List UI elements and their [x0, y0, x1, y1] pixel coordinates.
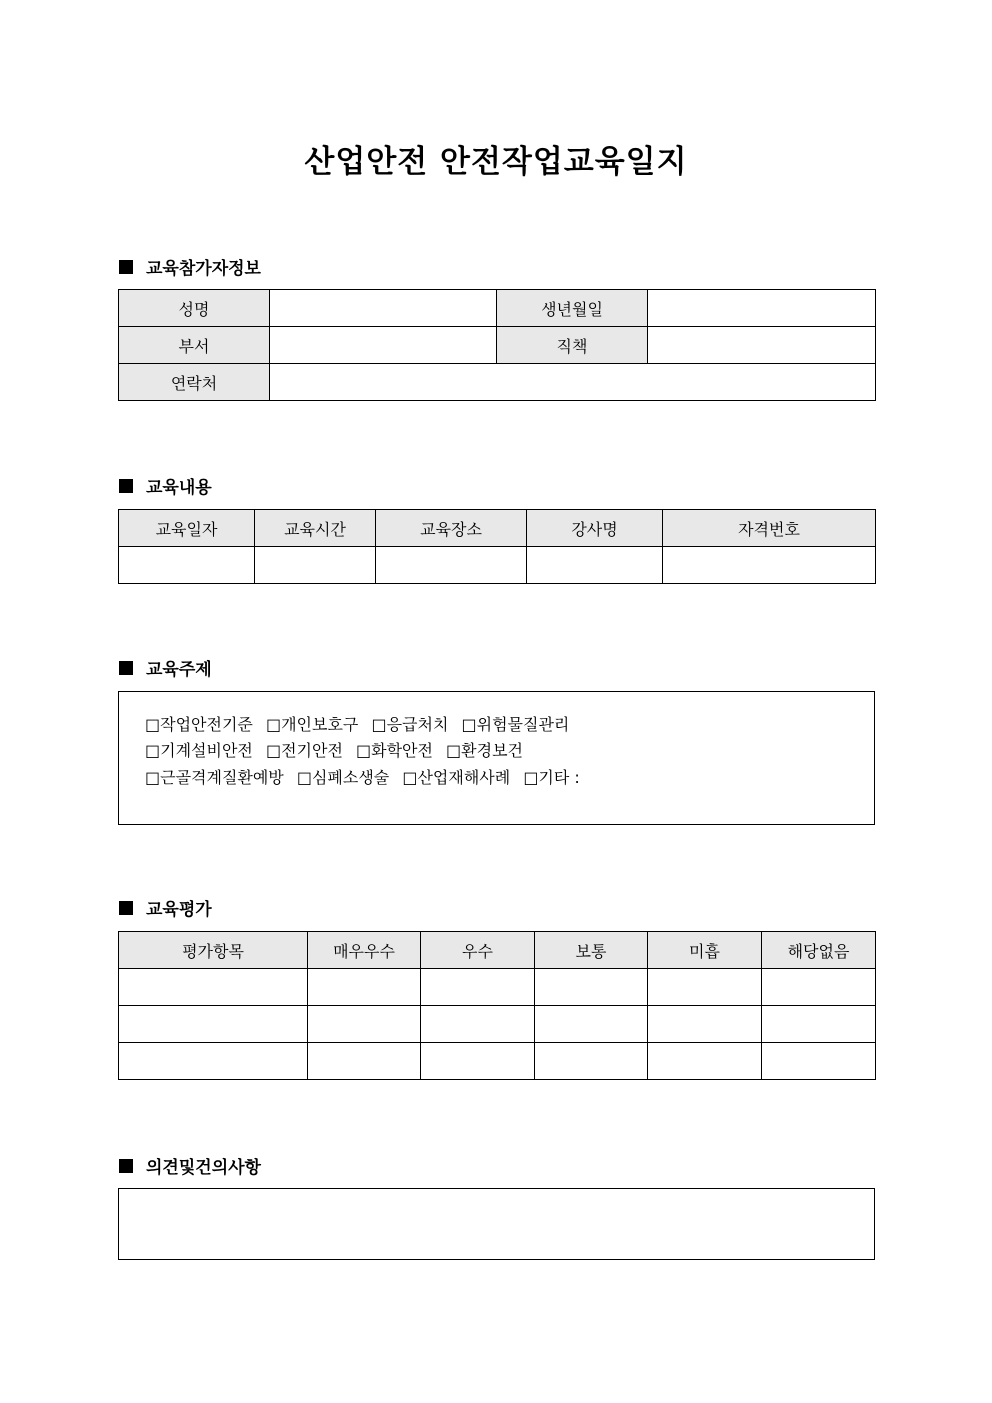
evaluation-cell[interactable]	[421, 1006, 535, 1043]
topic-checkbox[interactable]: □심폐소생술	[296, 768, 390, 787]
evaluation-cell[interactable]	[535, 969, 648, 1006]
column-header: 자격번호	[663, 510, 876, 547]
column-header: 평가항목	[119, 932, 308, 969]
time-field[interactable]	[255, 547, 376, 584]
topics-box	[118, 691, 875, 825]
table-row	[119, 969, 876, 1006]
table-row	[119, 547, 876, 584]
evaluation-cell[interactable]	[535, 1043, 648, 1080]
square-bullet-icon	[119, 1159, 133, 1173]
square-bullet-icon	[119, 479, 133, 493]
license-field[interactable]	[663, 547, 876, 584]
column-header: 우수	[421, 932, 535, 969]
column-header: 보통	[535, 932, 648, 969]
topic-checkbox[interactable]: □근골격계질환예방	[145, 768, 284, 787]
content-section-heading	[119, 473, 212, 498]
evaluation-cell[interactable]	[119, 969, 308, 1006]
table-row	[119, 364, 876, 401]
square-bullet-icon	[119, 260, 133, 274]
position-field[interactable]	[648, 327, 876, 364]
table-row	[119, 290, 876, 327]
topic-checkbox[interactable]: □위험물질관리	[461, 715, 570, 734]
topic-checkbox[interactable]: □기타 :	[523, 768, 580, 787]
table-header-row	[119, 510, 876, 547]
evaluation-heading-label: 교육평가	[146, 900, 212, 920]
topic-checkbox[interactable]: □전기안전	[265, 741, 343, 760]
evaluation-cell[interactable]	[762, 1043, 876, 1080]
topics-heading-label: 교육주제	[146, 660, 212, 680]
topic-checkbox[interactable]: □작업안전기준	[145, 715, 253, 734]
content-table	[118, 509, 876, 584]
table-row	[119, 327, 876, 364]
contact-field[interactable]	[270, 364, 876, 401]
column-header: 교육시간	[255, 510, 376, 547]
birth-label: 생년월일	[497, 290, 648, 327]
evaluation-cell[interactable]	[308, 1043, 421, 1080]
topic-line	[145, 712, 577, 735]
evaluation-cell[interactable]	[421, 1043, 535, 1080]
evaluation-cell[interactable]	[421, 969, 535, 1006]
column-header: 미흡	[648, 932, 762, 969]
contact-label: 연락처	[119, 364, 270, 401]
content-heading-label: 교육내용	[146, 478, 212, 498]
birth-field[interactable]	[648, 290, 876, 327]
name-label: 성명	[119, 290, 270, 327]
topic-line	[145, 738, 531, 761]
name-field[interactable]	[270, 290, 497, 327]
topic-checkbox[interactable]: □기계설비안전	[145, 741, 253, 760]
topic-checkbox[interactable]: □환경보건	[446, 741, 523, 760]
evaluation-cell[interactable]	[648, 1006, 762, 1043]
instructor-field[interactable]	[527, 547, 663, 584]
topic-checkbox[interactable]: □응급처치	[371, 715, 449, 734]
opinion-heading-label: 의견및건의사항	[146, 1158, 261, 1178]
evaluation-cell[interactable]	[762, 969, 876, 1006]
column-header: 강사명	[527, 510, 663, 547]
column-header: 교육장소	[376, 510, 527, 547]
evaluation-section-heading	[119, 895, 212, 920]
column-header: 매우우수	[308, 932, 421, 969]
column-header: 해당없음	[762, 932, 876, 969]
evaluation-cell[interactable]	[119, 1043, 308, 1080]
evaluation-cell[interactable]	[119, 1006, 308, 1043]
participant-section-heading	[119, 254, 261, 279]
evaluation-table	[118, 931, 876, 1080]
participant-table	[118, 289, 876, 401]
table-row	[119, 1043, 876, 1080]
opinion-field[interactable]	[118, 1188, 875, 1260]
dept-field[interactable]	[270, 327, 497, 364]
topic-checkbox[interactable]: □화학안전	[356, 741, 433, 760]
table-row	[119, 1006, 876, 1043]
square-bullet-icon	[119, 661, 133, 675]
date-field[interactable]	[119, 547, 255, 584]
participant-heading-label: 교육참가자정보	[146, 259, 261, 279]
place-field[interactable]	[376, 547, 527, 584]
evaluation-cell[interactable]	[535, 1006, 648, 1043]
evaluation-cell[interactable]	[308, 1006, 421, 1043]
topic-checkbox[interactable]: □개인보호구	[265, 715, 359, 734]
position-label: 직책	[497, 327, 648, 364]
table-header-row	[119, 932, 876, 969]
square-bullet-icon	[119, 901, 133, 915]
column-header: 교육일자	[119, 510, 255, 547]
topic-checkbox[interactable]: □산업재해사례	[402, 768, 511, 787]
topics-section-heading	[119, 655, 212, 680]
dept-label: 부서	[119, 327, 270, 364]
page-title: 산업안전 안전작업교육일지	[304, 144, 688, 180]
evaluation-cell[interactable]	[308, 969, 421, 1006]
evaluation-cell[interactable]	[648, 1043, 762, 1080]
topic-line	[145, 765, 588, 788]
evaluation-cell[interactable]	[648, 969, 762, 1006]
evaluation-cell[interactable]	[762, 1006, 876, 1043]
opinion-section-heading	[119, 1153, 261, 1178]
